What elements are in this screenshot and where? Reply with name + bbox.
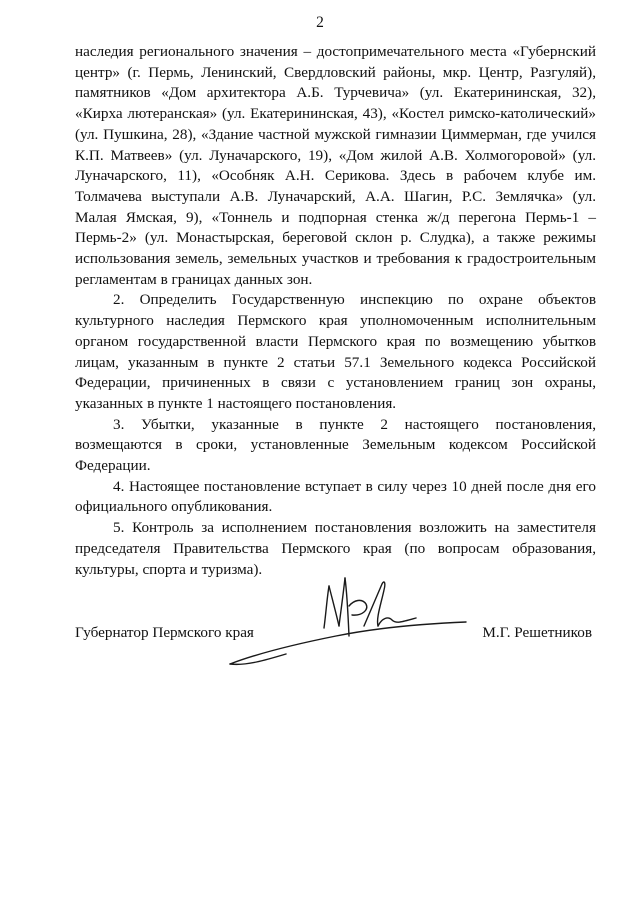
- signatory-position: Губернатор Пермского края: [75, 624, 254, 641]
- signatory-name: М.Г. Решетников: [482, 624, 592, 641]
- paragraph-item-3: 3. Убытки, указанные в пункте 2 настоящего постановления, возмещаются в сроки, установленные Земельным кодексом Российской Федерации.: [75, 415, 596, 475]
- paragraph-item-4: 4. Настоящее постановление вступает в силу через 10 дней после дня его официального опубликования.: [75, 477, 596, 516]
- page-number: 2: [316, 14, 324, 31]
- paragraph-item-5: 5. Контроль за исполнением постановления возложить на заместителя председателя Правительства Пермского края (по вопросам образования, культуры, спорта и туризма).: [75, 519, 596, 578]
- handwritten-signature: [226, 568, 476, 668]
- paragraph-continuation: наследия регионального значения – достопримечательного места «Губернский центр» (г. Пермь, Ленинский, Свердловский районы, мкр. Центр, Разгуляй), памятников «Дом архитектора А.Б. Турчевича» (ул. Екатерининская, 32), «Кирха лютеранская» (ул. Екатерининская, 43), «Костел римско-католический» (ул. Пушкина, 28), «Здание частной мужской гимназии Циммерман, где учился К.П. Матвеев» (ул. Луначарского, 19), «Дом жилой А.В. Холмогоровой» (ул. Луначарского, 11), «Особняк А.Н. Серикова. Здесь в рабочем клубе им. Толмачева выступали А.В. Луначарский, А.А. Шагин, Р.С. Землячка» (ул. Малая Ямская, 9), «Тоннель и подпорная стенка ж/д перегона Пермь-1 – Пермь-2» (ул. Монастырская, береговой склон р. Слудка), а также режимы использования земель, земельных участков и требования к градостроительным регламентам в границах данных зон.: [75, 43, 596, 288]
- paragraph-item-2: 2. Определить Государственную инспекцию по охране объектов культурного наследия Пермского края уполномоченным исполнительным органом государственной власти Пермского края по возмещению убытков лицам, указанным в пункте 2 статьи 57.1 Земельного кодекса Российской Федерации, причиненных в связи с установлением границ зон охраны, указанных в пункте 1 настоящего постановления.: [75, 291, 596, 412]
- document-body: [75, 42, 596, 580]
